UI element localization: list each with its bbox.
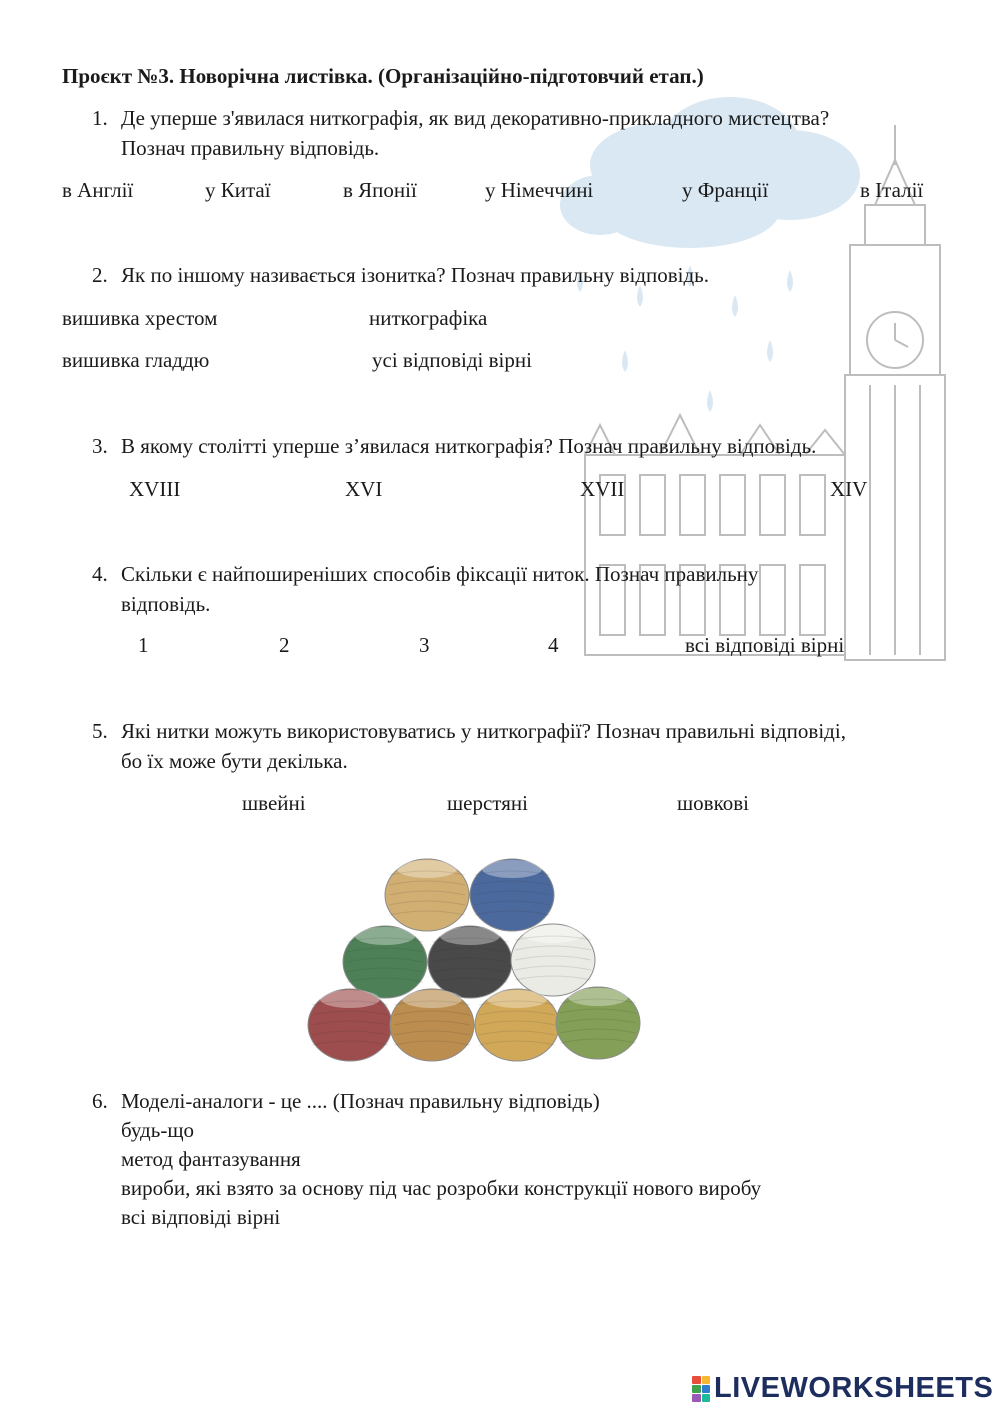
thread-ball: [308, 989, 392, 1061]
q5-option-sewing[interactable]: швейні: [242, 791, 306, 815]
q2-option-cross-stitch[interactable]: вишивка хрестом: [62, 306, 218, 330]
q6-text-line1: Моделі-аналоги - це .... (Познач правильну відповідь): [121, 1089, 600, 1113]
q3-option-18[interactable]: XVIII: [129, 477, 181, 501]
q1-option-france[interactable]: у Франції: [682, 178, 769, 202]
q2-text-line1: Як по іншому називається ізонитка? Познач правильну відповідь.: [121, 263, 709, 287]
q5-text-line2: бо їх може бути декілька.: [121, 749, 348, 773]
q6-option-base-products[interactable]: вироби, які взято за основу під час розробки конструкції нового виробу: [121, 1176, 762, 1200]
thread-balls-image: [300, 855, 645, 1065]
q4-text-line2: відповідь.: [121, 592, 211, 616]
q5-option-wool[interactable]: шерстяні: [447, 791, 528, 815]
q4-option-2[interactable]: 2: [279, 633, 290, 657]
q2-option-thread-graphics[interactable]: ниткографіка: [369, 306, 488, 330]
q6-number: 6.: [92, 1089, 108, 1113]
q3-number: 3.: [92, 434, 108, 458]
liveworksheets-logo: [692, 1372, 993, 1405]
thread-ball: [390, 989, 474, 1061]
q1-text-line2: Познач правильну відповідь.: [121, 136, 380, 160]
q1-option-china[interactable]: у Китаї: [205, 178, 271, 202]
q2-option-satin-stitch[interactable]: вишивка гладдю: [62, 348, 210, 372]
q4-option-4[interactable]: 4: [548, 633, 559, 657]
q3-option-14[interactable]: XIV: [830, 477, 868, 501]
q3-option-17[interactable]: XVII: [580, 477, 625, 501]
q6-option-fantasy-method[interactable]: метод фантазування: [121, 1147, 301, 1171]
q6-option-all-correct[interactable]: всі відповіді вірні: [121, 1205, 281, 1229]
thread-ball: [511, 924, 595, 996]
q1-option-japan[interactable]: в Японії: [343, 178, 417, 202]
thread-ball: [475, 989, 559, 1061]
thread-ball: [343, 926, 427, 998]
liveworksheets-icon: [692, 1376, 710, 1402]
q1-number: 1.: [92, 106, 108, 130]
thread-ball: [428, 926, 512, 998]
q3-text-line1: В якому столітті уперше з’явилася ниткографія? Познач правильну відповідь.: [121, 434, 817, 458]
q5-option-silk[interactable]: шовкові: [677, 791, 749, 815]
q4-number: 4.: [92, 562, 108, 586]
q4-option-3[interactable]: 3: [419, 633, 430, 657]
q1-option-italy[interactable]: в Італії: [860, 178, 924, 202]
thread-ball: [556, 987, 640, 1059]
q4-option-1[interactable]: 1: [138, 633, 149, 657]
page-title: Проєкт №3. Новорічна листівка. (Організаційно-підготовчий етап.): [62, 64, 704, 88]
liveworksheets-text: LIVEWORKSHEETS: [714, 1372, 994, 1404]
q5-text-line1: Які нитки можуть використовуватись у ниткографії? Познач правильні відповіді,: [121, 719, 846, 743]
q1-text-line1: Де уперше з'явилася ниткографія, як вид декоративно-прикладного мистецтва?: [121, 106, 830, 130]
q2-option-all-correct[interactable]: усі відповіді вірні: [372, 348, 532, 372]
q5-number: 5.: [92, 719, 108, 743]
q1-option-germany[interactable]: у Німеччині: [485, 178, 594, 202]
q2-number: 2.: [92, 263, 108, 287]
q4-option-all-correct[interactable]: всі відповіді вірні: [685, 633, 845, 657]
q4-text-line1: Скільки є найпоширеніших способів фіксації ниток. Познач правильну: [121, 562, 759, 586]
thread-ball: [470, 859, 554, 931]
q3-option-16[interactable]: XVI: [345, 477, 383, 501]
q6-option-anything[interactable]: будь-що: [121, 1118, 194, 1142]
thread-ball: [385, 859, 469, 931]
q1-option-england[interactable]: в Англії: [62, 178, 134, 202]
